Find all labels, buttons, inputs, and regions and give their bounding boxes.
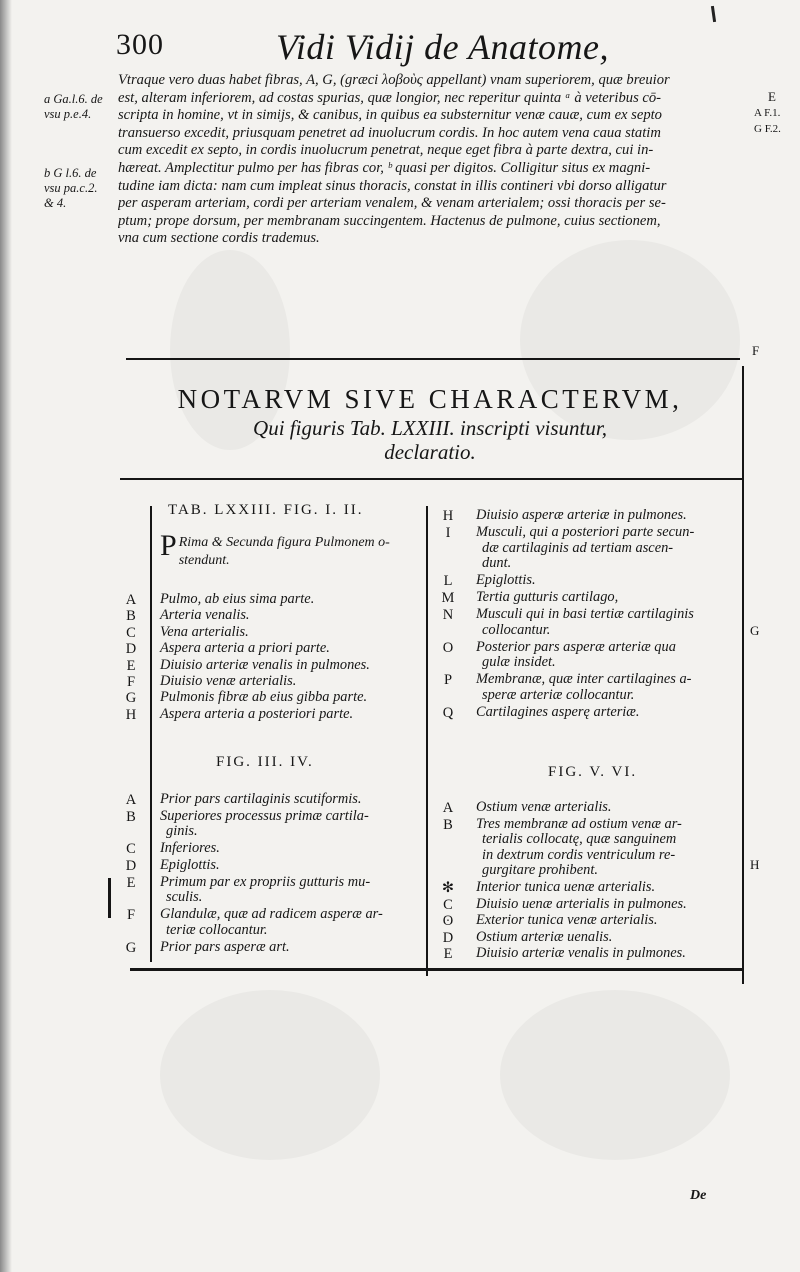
legend-description <box>476 817 682 879</box>
legend-description <box>476 640 676 671</box>
legend-description-line: Prior pars asperæ art. <box>160 938 290 955</box>
legend-letter: A <box>125 592 137 608</box>
body-text <box>118 72 768 248</box>
legend-description <box>476 508 687 524</box>
legend-letter: E <box>443 946 453 963</box>
legend-letter: H <box>125 706 137 723</box>
legend-letter: D <box>125 641 137 658</box>
legend-description-line: collocantur. <box>482 621 551 638</box>
legend-description-line: Membranæ, quæ inter cartilagines a- <box>476 671 692 688</box>
legend-letter: F <box>126 907 136 924</box>
fig-heading-1-2: TAB. LXXIII. FIG. I. II. <box>168 502 364 518</box>
legend-description <box>476 800 612 816</box>
legend-letter: O <box>442 639 454 656</box>
panel-left-mark <box>108 878 111 918</box>
legend-description-line: Arteria venalis. <box>160 607 250 624</box>
left-column-rule <box>150 506 152 962</box>
body-line: per asperam arteriam, cordi per arteriam venalem, & venam arterialem; ossi thoracis per se- <box>118 195 666 212</box>
legend-description-line: dæ cartilaginis ad tertiam ascen- <box>482 539 674 556</box>
marginal-note-b <box>44 166 97 211</box>
legend-letter: C <box>126 841 136 858</box>
body-line: transuerso excedit, priusquam penetret ad inuolucrum cordis. In hoc autem vena caua statim <box>118 124 661 141</box>
legend-letter: C <box>443 896 453 913</box>
panel-title: NOTARVM SIVE CHARACTERVM, <box>177 384 683 414</box>
legend-description-line: Primum par ex propriis gutturis mu- <box>160 873 371 890</box>
show-through-shadow <box>160 990 380 1160</box>
legend-description <box>476 930 612 946</box>
legend-description <box>476 705 640 721</box>
margin-letter-h: H <box>750 857 760 872</box>
legend-letter: P <box>443 672 453 689</box>
legend-description-line: Posterior pars asperæ arteriæ qua <box>476 638 676 655</box>
legend-description-line: dunt. <box>482 555 512 572</box>
panel-subtitle: Qui figuris Tab. LXXIII. inscripti visuntur, <box>253 416 607 440</box>
legend-description <box>160 625 249 641</box>
ink-mark <box>711 6 716 22</box>
legend-description-line: Cartilagines asperę arteriæ. <box>476 704 640 720</box>
page-number: 300 <box>116 28 164 61</box>
legend-description <box>160 641 330 657</box>
legend-description-line: Prior pars cartilaginis scutiformis. <box>160 791 362 807</box>
marginal-note-line: & 4. <box>44 196 67 210</box>
panel-mid-rule <box>120 478 742 480</box>
legend-letter: H <box>442 508 454 524</box>
legend-letter: A <box>125 792 137 808</box>
legend-letter: B <box>126 808 136 825</box>
legend-description-line: Pulmonis fibræ ab eius gibba parte. <box>160 689 368 706</box>
legend-description-line: Diuisio uenæ arterialis in pulmones. <box>476 895 687 912</box>
legend-description <box>476 672 691 703</box>
legend-description <box>160 907 383 938</box>
figure-intro <box>160 529 420 570</box>
legend-letter: ✻ <box>441 880 455 896</box>
marginal-note-a <box>44 92 103 122</box>
legend-description-line: Tertia gutturis cartilago, <box>476 589 619 606</box>
page-binding-edge <box>0 0 12 1272</box>
legend-description-line: ginis. <box>166 823 198 840</box>
legend-description <box>160 841 220 857</box>
body-line: hæreat. Amplectitur pulmo per has fibras cor, ᵇ quasi per digitos. Colligitur situs ex magni- <box>118 159 651 176</box>
margin-letter-f: F <box>752 343 760 358</box>
body-line: scripta in homine, vt in simijs, & canibus, in quibus ea substernitur venæ cauæ, cum ex septo <box>118 107 662 124</box>
legend-description <box>160 608 250 624</box>
legend-letter: L <box>443 573 453 590</box>
running-title: Vidi Vidij de Anatome, <box>276 27 609 67</box>
margin-letter-a-f: A F.1. <box>754 107 781 119</box>
legend-description-line: Musculi qui in basi tertiæ cartilaginis <box>476 606 694 623</box>
legend-description <box>160 690 367 706</box>
marginal-note-line: a Ga.l.6. de <box>44 92 103 106</box>
legend-description-line: teriæ collocantur. <box>166 921 268 938</box>
legend-letter: D <box>125 858 137 874</box>
body-line: Vtraque vero duas habet fibras, A, G, (græci λοβοὺς appellant) vnam superiorem, quæ breuior <box>118 72 670 88</box>
legend-description-line: gurgitare prohibent. <box>482 862 598 879</box>
legend-letter: Q <box>442 705 454 721</box>
legend-description-line: Glandulæ, quæ ad radicem asperæ ar- <box>160 906 383 923</box>
intro-text: Rima & Secunda figura Pulmonem o-stendunt. <box>178 535 390 568</box>
body-line: cum excedit ex septo, in cordis inuolucrum penetrat, neque eget fibra à parte dextra, cui in- <box>118 142 654 159</box>
legend-letter: M <box>441 590 455 607</box>
legend-description-line: Diuisio asperæ arteriæ in pulmones. <box>476 507 687 523</box>
legend-letter: B <box>126 608 136 625</box>
legend-description <box>160 792 362 808</box>
fig-heading-3-4: FIG. III. IV. <box>216 754 314 770</box>
catchword: De <box>690 1188 707 1203</box>
notes-panel <box>116 358 744 984</box>
legend-description-line: Ostium arteriæ uenalis. <box>476 928 613 945</box>
legend-description <box>476 913 657 929</box>
legend-description-line: Inferiores. <box>160 840 220 857</box>
body-line: vna cum sectione cordis trademus. <box>118 230 320 247</box>
legend-description <box>476 880 655 896</box>
legend-description-line: Ostium venæ arterialis. <box>476 799 612 815</box>
panel-subtitle-2: declaratio. <box>384 440 476 464</box>
legend-description <box>160 875 370 906</box>
legend-letter: C <box>126 624 136 641</box>
marginal-note-line: vsu pa.c.2. <box>44 181 98 195</box>
legend-description <box>476 573 536 589</box>
legend-description <box>476 590 618 606</box>
legend-letter: B <box>443 816 453 833</box>
body-line: tudine iam dicta: nam cum impleat sinus thoracis, constat in illis contineri vbi dorso alligatur <box>118 177 667 194</box>
legend-description <box>160 940 290 956</box>
legend-description <box>160 858 220 874</box>
panel-bottom-rule <box>130 968 742 971</box>
marginal-note-line: b G l.6. de <box>44 166 97 180</box>
legend-description-line: Superiores processus primæ cartila- <box>160 807 369 824</box>
legend-description-line: Pulmo, ab eius sima parte. <box>160 591 315 607</box>
legend-description <box>160 809 369 840</box>
legend-description-line: Epiglottis. <box>476 572 536 589</box>
legend-description <box>160 658 370 674</box>
legend-description <box>476 946 686 962</box>
show-through-shadow <box>500 990 730 1160</box>
legend-description-line: speræ arteriæ collocantur. <box>482 686 635 703</box>
legend-description-line: in dextrum cordis ventriculum re- <box>482 846 676 863</box>
margin-letter-g-f: G F.2. <box>754 123 781 135</box>
legend-letter: D <box>442 929 454 946</box>
legend-description-line: gulæ insidet. <box>482 654 556 671</box>
drop-initial: P <box>160 529 177 562</box>
legend-description <box>160 592 314 608</box>
legend-letter: F <box>126 674 136 690</box>
legend-description-line: Diuisio arteriæ venalis in pulmones. <box>476 945 686 962</box>
legend-letter: I <box>445 525 451 541</box>
legend-description <box>160 707 353 723</box>
legend-letter: A <box>442 800 454 816</box>
legend-description-line: Diuisio arteriæ venalis in pulmones. <box>160 656 370 673</box>
legend-description-line: Aspera arteria a priori parte. <box>160 640 330 657</box>
legend-description-line: Vena arterialis. <box>160 623 249 640</box>
legend-letter: E <box>126 874 136 891</box>
legend-description <box>476 525 694 572</box>
legend-description-line: Diuisio venæ arterialis. <box>160 673 297 689</box>
legend-description-line: Aspera arteria a posteriori parte. <box>160 705 354 722</box>
panel-top-rule <box>126 358 740 360</box>
legend-description-line: Musculi, qui a posteriori parte secun- <box>476 524 695 540</box>
legend-description-line: sculis. <box>166 889 203 906</box>
fig-heading-5-6: FIG. V. VI. <box>548 764 638 780</box>
legend-description <box>160 674 296 690</box>
legend-description-line: terialis collocatę, quæ sanguinem <box>482 831 677 848</box>
legend-letter: G <box>125 690 137 707</box>
legend-letter: N <box>442 607 454 624</box>
body-line: ptum; prope dorsum, per membranam succingentem. Hactenus de pulmone, cuius sectionem, <box>118 212 661 229</box>
legend-description-line: Tres membranæ ad ostium venæ ar- <box>476 815 682 832</box>
margin-letter-e: E <box>768 89 776 104</box>
body-line: est, alteram inferiorem, ad costas spurias, quæ longior, nec reperitur quinta ᵃ à veteribus cō- <box>118 89 662 106</box>
marginal-note-line: vsu p.e.4. <box>44 107 92 121</box>
legend-letter: E <box>126 657 136 674</box>
legend-letter: G <box>125 939 137 956</box>
legend-description-line: Epiglottis. <box>160 857 220 873</box>
legend-description <box>476 607 694 638</box>
legend-letter: ʘ <box>442 913 454 930</box>
legend-description-line: Interior tunica uenæ arterialis. <box>476 879 656 895</box>
legend-description <box>476 897 687 913</box>
legend-description-line: Exterior tunica venæ arterialis. <box>476 912 658 929</box>
margin-letter-g: G <box>750 623 760 638</box>
